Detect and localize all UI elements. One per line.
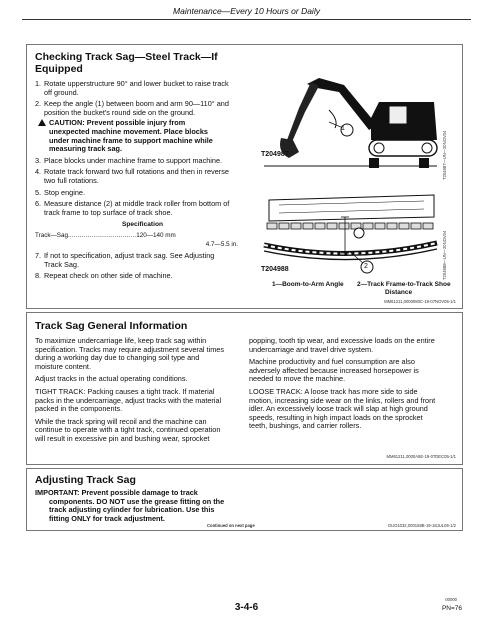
step-4-cont: two full rotations.	[44, 175, 99, 185]
step-7-cont: Track Sag.	[44, 259, 80, 269]
page-header: Maintenance—Every 10 Hours or Daily	[173, 6, 320, 16]
section-title-line1: Checking Track Sag—Steel Track—If	[35, 51, 218, 63]
right-column: popping, tooth tip wear, and excessive loads on the entire undercarriage and travel drive system. Machine productivity and fuel consumption are also adversely affected because increased horsepower is needed to move the machine. LOOSE TRACK: A loose track has more side to side motion, increasing side wear on the links, rollers and front idler. An excessively loose track will slap at high ground speeds, resulting in high impact loads on the sprocket teeth, bushings, and carrier rollers.	[249, 336, 436, 431]
step-4: 4. Rotate track forward two full rotations and then in reverse	[35, 167, 229, 177]
important-notice: IMPORTANT: Prevent possible damage to track components. DO NOT use the grease fitting on the track adjusting cylinder for lubrication. Use this fitting ONLY for track adjustment.	[35, 488, 225, 523]
track-illustration	[259, 185, 439, 275]
section-title: Adjusting Track Sag	[35, 474, 136, 486]
section-adjusting-track-sag	[26, 468, 463, 531]
page-number: 3-4-6	[234, 602, 259, 613]
step-7: 7. If not to specification, adjust track sag. See Adjusting	[35, 251, 215, 261]
figure-1-label: T204987	[261, 151, 289, 158]
step-2-cont: position the bucket's round side on the ground.	[44, 107, 196, 117]
section-title-line2: Equipped	[35, 63, 83, 75]
figure-2-code: T204988—UN—20NOV04	[442, 230, 447, 280]
step-2: 2. Keep the angle (1) between boom and arm 90—110° and	[35, 99, 229, 109]
section-3-reference: OUO1032,000158B-19-18JUL06-1/2	[387, 523, 456, 528]
header-rule	[22, 19, 471, 20]
legend-1: 1—Boom-to-Arm Angle	[272, 281, 344, 288]
step-5: 5. Stop engine.	[35, 187, 85, 197]
caution-block: CAUTION: Prevent possible injury from unexpected machine movement. Place blocks under machine frame to support machine while measuring track sag.	[35, 119, 250, 153]
warning-icon	[38, 119, 46, 126]
spec-row: Track—Sag...................................120—140 mm	[35, 231, 176, 239]
excavator-illustration	[259, 70, 439, 180]
step-6-cont: track frame to top surface of track shoe.	[44, 207, 173, 217]
legend-2: 2—Track Frame-to-Track Shoe	[357, 281, 451, 288]
section-2-reference: MM61211,0000A5E-19-07DEC05-1/1	[386, 454, 456, 459]
callout-1: 1	[341, 125, 345, 132]
section-title: Track Sag General Information	[35, 320, 188, 332]
section-1-reference: MM61211,0000080C-19-07NOV05-1/1	[384, 299, 456, 304]
callout-2: 2	[364, 263, 368, 270]
step-6: 6. Measure distance (2) at middle track roller from bottom of	[35, 199, 230, 209]
pn-number: PN=76	[441, 605, 462, 612]
spec-heading: Specification	[121, 221, 164, 229]
figure-excavator-boom-angle	[259, 70, 439, 180]
step-3: 3. Place blocks under machine frame to support machine.	[35, 155, 223, 165]
spec-value-inches: 4.7—5.5 in.	[205, 240, 238, 248]
section-track-sag-general-info	[26, 312, 463, 465]
section-checking-track-sag	[26, 44, 463, 309]
continued-note: Continued on next page	[207, 523, 255, 528]
step-1: 1. Rotate upperstructure 90° and lower bucket to raise track	[35, 79, 229, 88]
figure-2-label: T204988	[261, 266, 289, 273]
legend-2-cont: Distance	[385, 289, 413, 296]
step-1-cont: off ground.	[44, 87, 79, 97]
left-column: To maximize undercarriage life, keep track sag within specification. Tracks may require adjustment several times during a working day due to changing soil type and moisture content. Adjust tracks in the actual operating conditions. TIGHT TRACK: Packing causes a tight track. If material packs in the undercarriage, adjust tracks with the material packed in the components. While the track spring will recoil and the machine can continue to operate with a tight track, continued operation will result in excessive pin and bushing wear, sprocket	[35, 336, 224, 443]
footer-small-code: 00000	[445, 597, 457, 602]
step-8: 8. Repeat check on other side of machine.	[35, 271, 173, 281]
steps-list	[35, 80, 250, 281]
figure-1-code: T204987—UN—20NOV04	[442, 130, 447, 180]
figure-track-distance	[259, 185, 439, 275]
